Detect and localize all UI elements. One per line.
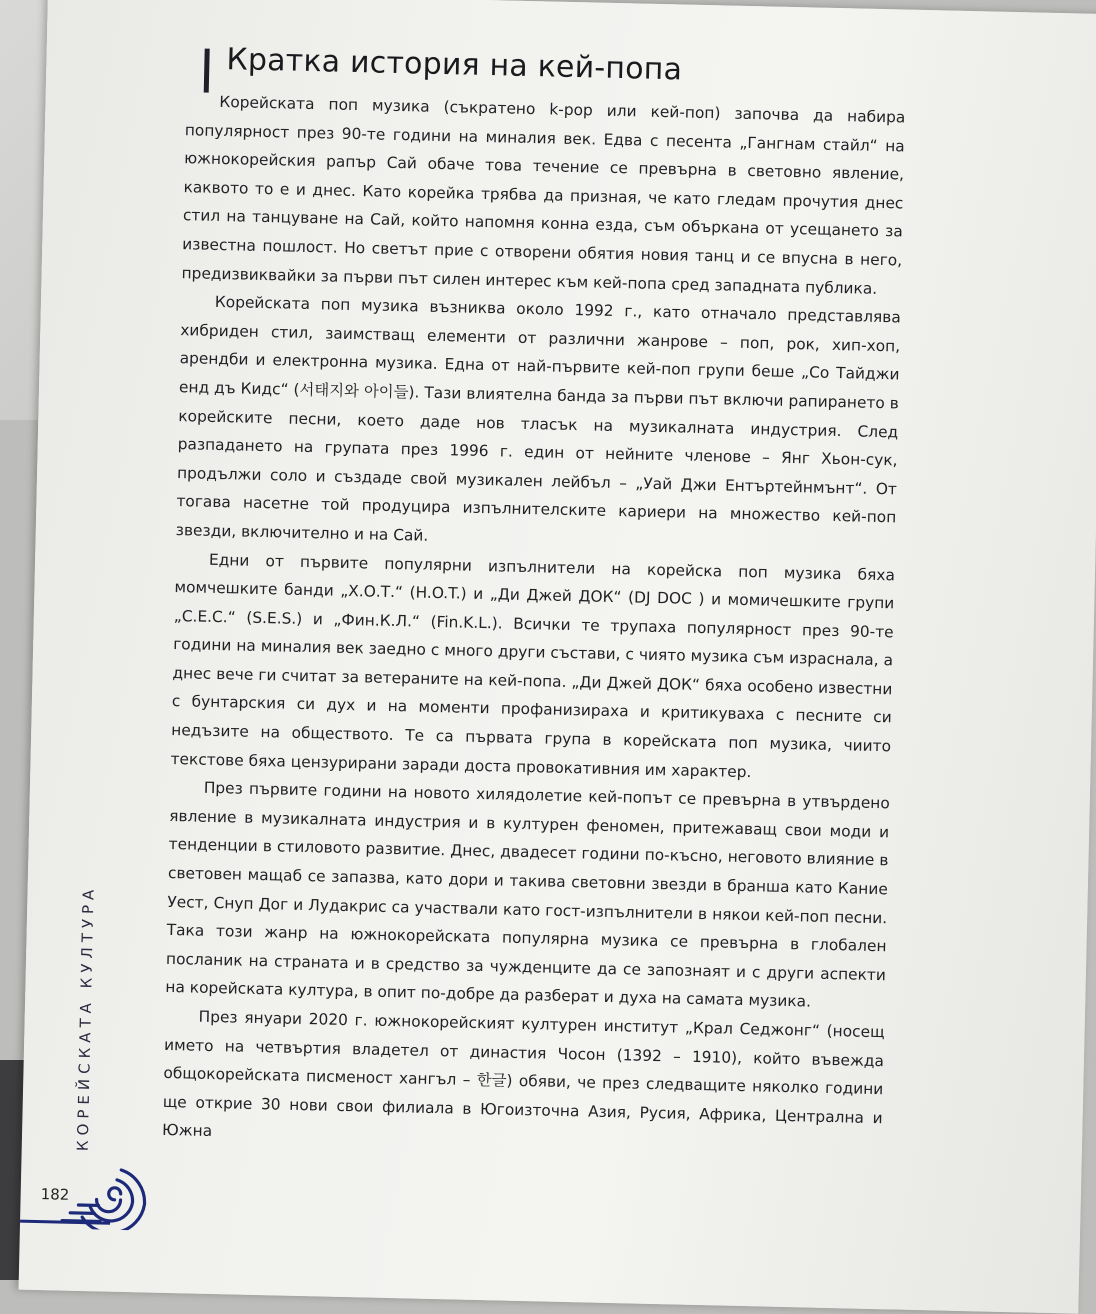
side-section-label: КОРЕЙСКАТА КУЛТУРА <box>74 884 98 1151</box>
paragraph-2: Корейската поп музика възниква около 1992 г., като отначало представлява хибриден стил, заимстващ елементи от различни жанрове – поп, рок, хип-хоп, арендби и електронна музика. Една от най-първите кей-поп групи беше „Со Тайджи енд дъ Кидс“ (서태지와 아이들). Тази влиятелна банда за първи път включи рапирането в корейските песни, което даде нов тласък на музикалната индустрия. След разпадането на групата през 1996 г. един от нейните членове – Янг Хьон-сук, продължи соло и създаде свой музикален лейбъл – „Уай Джи Ентъртейнмънт“. От тогава насетне той продуцира изпълнителските кариери на множество кей-поп звезди, включително и на Сай. <box>175 287 901 561</box>
paragraph-4: През първите години на новото хилядолетие кей-попът се превърна в утвърдено явление в музикалната индустрия и в културен феномен, притежаващ свои моди и тенденции в стиловото развитие. Днес, двадесет години по-късно, неговото влияние в световен мащаб се запазва, като дори и такива световни звезди в бранша като Кание Уест, Снуп Дог и Лудакрис са участвали като гост-изпълнители в някои кей-поп песни. Така този жанр на южнокорейската популярна музика се превърна в глобален посланик на страната и в средство за чужденците да се запознаят и с други аспекти на корейската култура, в опит по-добре да разберат и духа на самата музика. <box>165 773 890 1018</box>
paragraph-5: През януари 2020 г. южнокорейският културен институт „Крал Седжонг“ (носещ името на четвъртия владетел от династия Чосон (1392 – 1910), който въвежда общокорейската писменост хангъл – 한글) обяви, че през следващите няколко години ще открие 30 нови свои филиала в Югоизточна Азия, Русия, Африка, Централна и Южна <box>162 1002 885 1161</box>
book-page <box>19 0 1096 1314</box>
page-title: Кратка история на кей-попа <box>226 42 682 87</box>
title-accent-bar <box>204 49 210 93</box>
body-text <box>162 87 906 1161</box>
page-number: 182 <box>40 1185 69 1204</box>
paragraph-1: Корейската поп музика (съкратено k-pop или кей-поп) започва да набира популярност през 90-те години на миналия век. Едва с песента „Гангнам стайл“ на южнокорейския рапър Сай обаче това течение се превърна в световно явление, каквото то е и днес. Като корейка трябва да призная, че като гледам прочутия днес стил на танцуване на Сай, който напомня конна езда, съм объркана от усещането за известна пошлост. Но светът прие с отворени обятия новия танц и се впусна в него, предизвиквайки за първи път силен интерес към кей-попа сред западната публика. <box>181 87 905 303</box>
paragraph-3: Едни от първите популярни изпълнители на корейска поп музика бяха момчешките банди „Х.О.Т.“ (H.O.T.) и „Ди Джей ДОК“ (DJ DOC ) и момичешките групи „С.Е.С.“ (S.E.S.) и „Фин.К.Л.“ (Fin.K.L.). Всички те трупаха популярност през 90-те години на миналия век заедно с много други състави, с чиято музика съм израснала, а днес вече ги считат за ветераните на кей-попа. „Ди Джей ДОК“ бяха особено известни с бунтарския си дух и на моменти профанизираха и критикуваха с песните си недъзите на обществото. Те са първата група в корейската поп музика, чиито текстове бяха цензурирани заради доста провокативния им характер. <box>170 545 895 790</box>
